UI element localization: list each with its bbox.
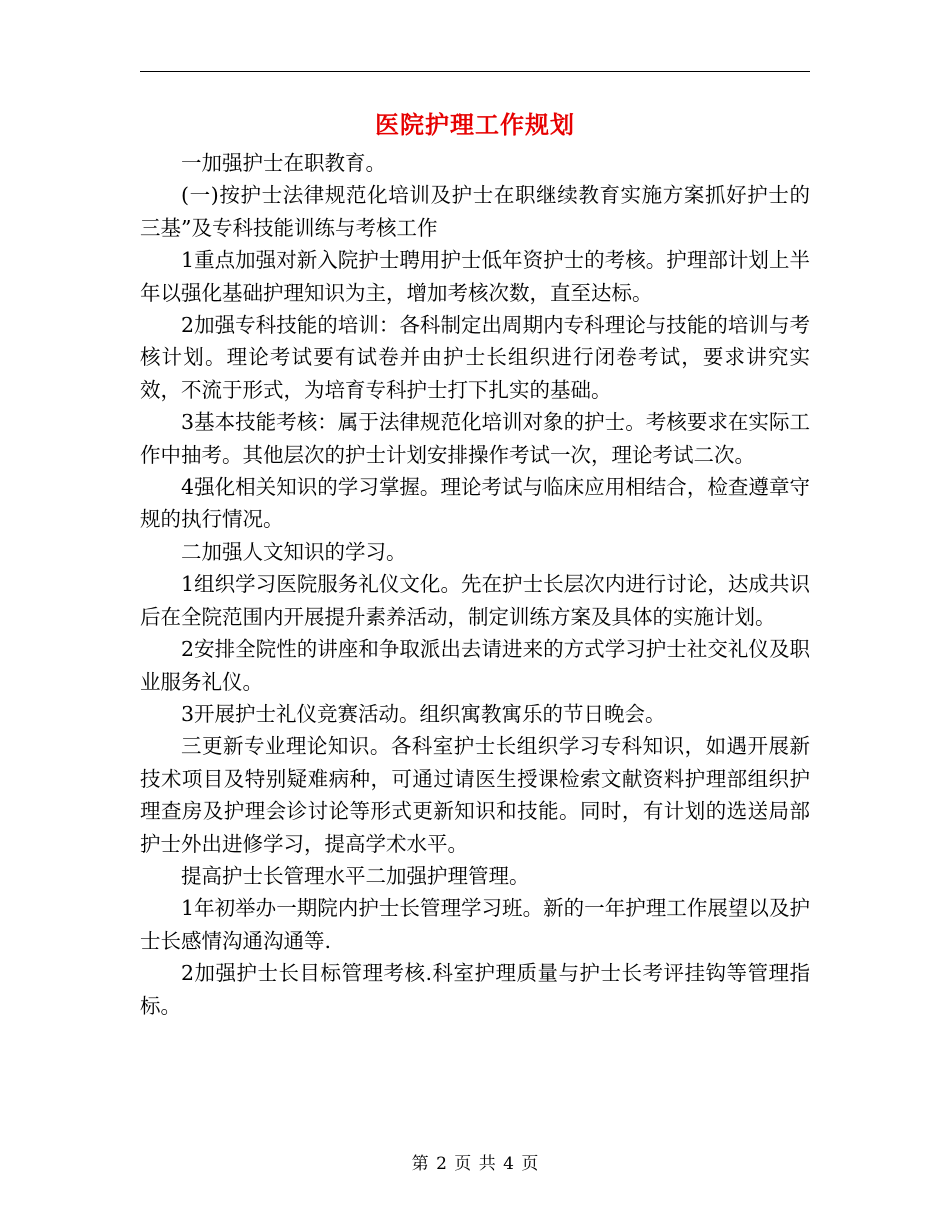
paragraph-2: (一)按护士法律规范化培训及护士在职继续教育实施方案抓好护士的三基”及专科技能训练与考核工作	[140, 183, 810, 240]
document-title: 医院护理工作规划	[375, 110, 575, 139]
paragraph-6: 4强化相关知识的学习掌握。理论考试与临床应用相结合，检查遵章守规的执行情况。	[140, 475, 810, 532]
paragraph-5: 3基本技能考核：属于法律规范化培训对象的护士。考核要求在实际工作中抽考。其他层次的护士计划安排操作考试一次，理论考试二次。	[140, 410, 810, 467]
paragraph-9: 2安排全院性的讲座和争取派出去请进来的方式学习护士社交礼仪及职业服务礼仪。	[140, 637, 810, 694]
paragraph-11: 三更新专业理论知识。各科室护士长组织学习专科知识，如遇开展新技术项目及特别疑难病种，可通过请医生授课检索文献资料护理部组织护理查房及护理会诊讨论等形式更新知识和技能。同时，有计划的选送局部护士外出进修学习，提高学术水平。	[140, 734, 810, 856]
paragraph-4: 2加强专科技能的培训：各科制定出周期内专科理论与技能的培训与考核计划。理论考试要有试卷并由护士长组织进行闭卷考试，要求讲究实效，不流于形式，为培育专科护士打下扎实的基础。	[140, 313, 810, 402]
paragraph-14: 2加强护士长目标管理考核.科室护理质量与护士长考评挂钩等管理指标。	[140, 961, 810, 1018]
document-body	[140, 147, 810, 1022]
page-footer: 第 2 页 共 4 页	[411, 1154, 539, 1174]
paragraph-7: 二加强人文知识的学习。	[181, 539, 407, 564]
paragraph-12: 提高护士长管理水平二加强护理管理。	[181, 863, 530, 888]
paragraph-1: 一加强护士在职教育。	[181, 151, 386, 175]
paragraph-10: 3开展护士礼仪竞赛活动。组织寓教寓乐的节日晚会。	[181, 701, 666, 726]
header-rule	[140, 71, 810, 72]
paragraph-3: 1重点加强对新入院护士聘用护士低年资护士的考核。护理部计划上半年以强化基础护理知识为主，增加考核次数，直至达标。	[140, 248, 810, 305]
paragraph-8: 1组织学习医院服务礼仪文化。先在护士长层次内进行讨论，达成共识后在全院范围内开展提升素养活动，制定训练方案及具体的实施计划。	[140, 572, 810, 629]
paragraph-13: 1年初举办一期院内护士长管理学习班。新的一年护理工作展望以及护士长感情沟通沟通等.	[140, 896, 810, 953]
